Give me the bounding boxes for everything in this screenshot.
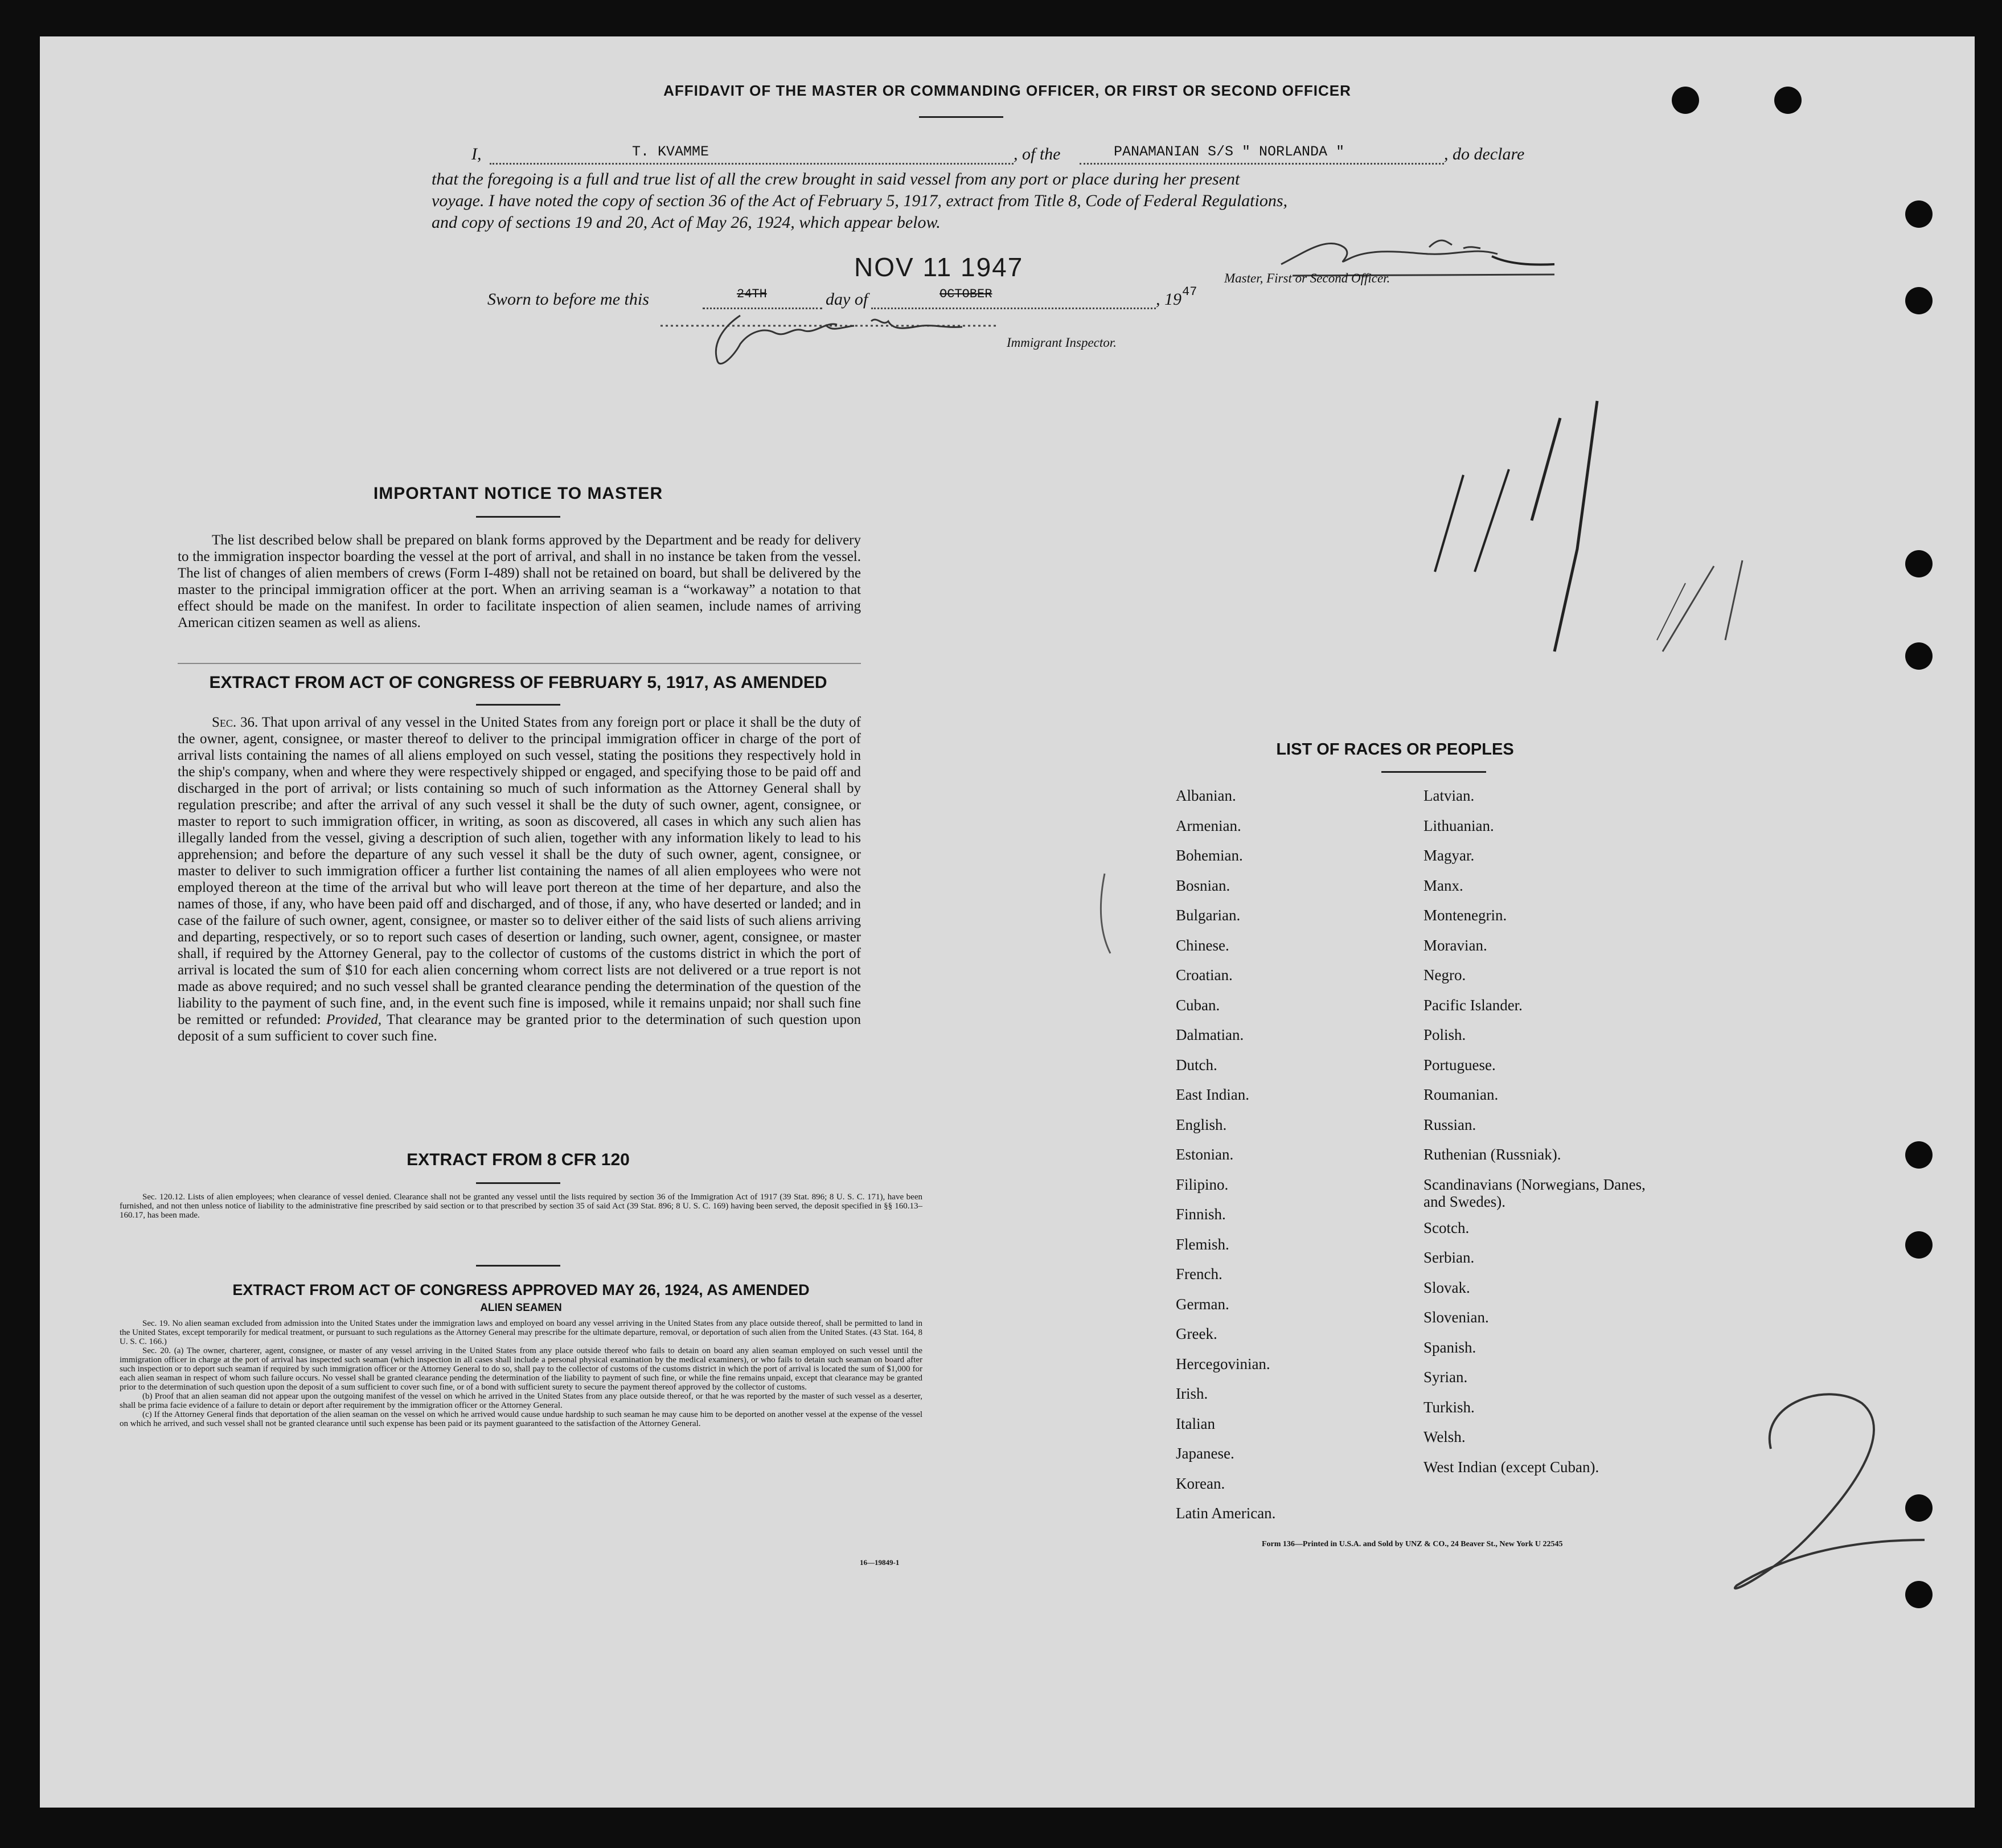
inspector-label: Immigrant Inspector.	[1007, 335, 1117, 350]
sworn-label: Sworn to before me this	[487, 290, 649, 309]
extract-1917-body	[178, 714, 861, 1044]
sec-36-label: Sec. 36.	[212, 715, 259, 730]
punch-hole	[1905, 1231, 1933, 1259]
race-item: Slovenian.	[1423, 1309, 1489, 1326]
race-item: Greek.	[1176, 1325, 1217, 1342]
day-of-label: day of	[826, 290, 868, 309]
race-item: Scotch.	[1423, 1219, 1470, 1236]
race-item: Filipino.	[1176, 1176, 1229, 1193]
punch-hole	[1905, 1141, 1933, 1169]
month-field	[871, 289, 1156, 309]
of-the-label: , of the	[1014, 145, 1061, 163]
extract-1924-subtitle: ALIEN SEAMEN	[480, 1302, 562, 1314]
footer-form-line: Form 136—Printed in U.S.A. and Sold by UNZ & CO., 24 Beaver St., New York U 22545	[1262, 1540, 1563, 1548]
race-item: Estonian.	[1176, 1146, 1234, 1163]
race-item: Cuban.	[1176, 997, 1220, 1014]
inspector-signature	[655, 310, 1019, 384]
extract-cfr-body: Sec. 120.12. Lists of alien employees; when clearance of vessel denied. Clearance shall not be granted any vessel until the lists required by section 36 of the Immigration Act of 1917 (39 Stat. 896; 8 U. S. C. 171), have been furnished, and not then unless notice of liability to the administrative fine prescribed by said section or to that prescribed by section 35 of said Act (39 Stat. 896; 8 U. S. C. 169) having been served, the deposit specified in §§ 160.13–160.17, has been made.	[120, 1193, 922, 1220]
affidavit-i-label: I,	[471, 145, 482, 163]
month-value: OCTOBER	[940, 287, 992, 301]
races-title: LIST OF RACES OR PEOPLES	[1276, 740, 1514, 759]
race-item: French.	[1176, 1265, 1222, 1282]
tally-marks	[1395, 355, 1805, 697]
day-field	[703, 289, 822, 309]
race-item: Dutch.	[1176, 1056, 1217, 1073]
affidavit-line-2: that the foregoing is a full and true list of all the crew brought in said vessel from any port or place during her present	[432, 170, 1240, 189]
punch-hole	[1905, 287, 1933, 314]
race-item: Russian.	[1423, 1116, 1476, 1133]
pencil-mark	[1093, 868, 1139, 982]
race-item: Japanese.	[1176, 1445, 1234, 1462]
affidavit-title: AFFIDAVIT OF THE MASTER OR COMMANDING OFFICER, OR FIRST OR SECOND OFFICER	[663, 82, 1351, 99]
race-item: Croatian.	[1176, 966, 1233, 984]
punch-hole	[1774, 87, 1802, 114]
race-item: Bohemian.	[1176, 847, 1243, 864]
races-divider	[1381, 771, 1486, 773]
race-item: Moravian.	[1423, 937, 1487, 954]
race-item: Ruthenian (Russniak).	[1423, 1146, 1561, 1163]
vessel-value: PANAMANIAN S/S " NORLANDA "	[1114, 144, 1345, 160]
race-item: Albanian.	[1176, 787, 1236, 804]
race-item: Welsh.	[1423, 1428, 1466, 1445]
extract-cfr-divider	[476, 1182, 560, 1184]
punch-hole	[1905, 1581, 1933, 1608]
race-item: Magyar.	[1423, 847, 1475, 864]
sec-20c: (c) If the Attorney General finds that deportation of the alien seaman on the vessel on which he arrived would cause undue hardship to such seaman he may cause him to be deported on another vessel at the expense of the vessel on which he arrived, and such vessel shall not be granted clearance until such expense has been paid or its payment guaranteed to the satisfaction of the Attorney General.	[120, 1410, 922, 1428]
vessel-field	[1080, 144, 1444, 165]
race-item: Manx.	[1423, 877, 1463, 894]
race-item: Turkish.	[1423, 1399, 1475, 1416]
race-item: Flemish.	[1176, 1236, 1229, 1253]
race-item: Bosnian.	[1176, 877, 1230, 894]
race-item: Chinese.	[1176, 937, 1229, 954]
extract-1924-body	[120, 1319, 922, 1428]
affidavit-line-4: and copy of sections 19 and 20, Act of May 26, 1924, which appear below.	[432, 213, 941, 232]
race-item: Syrian.	[1423, 1368, 1468, 1386]
extract-1924-title: EXTRACT FROM ACT OF CONGRESS APPROVED MAY 26, 1924, AS AMENDED	[232, 1281, 810, 1298]
extract-1917-title: EXTRACT FROM ACT OF CONGRESS OF FEBRUARY 5, 1917, AS AMENDED	[209, 673, 827, 692]
punch-hole	[1905, 1494, 1933, 1522]
section-rule	[178, 663, 861, 664]
race-item: Slovak.	[1423, 1279, 1470, 1296]
name-field	[490, 144, 1014, 165]
race-item: Armenian.	[1176, 817, 1241, 834]
do-declare-label: , do declare	[1444, 145, 1525, 163]
punch-hole	[1672, 87, 1699, 114]
race-item: West Indian (except Cuban).	[1423, 1458, 1599, 1476]
sec-20a: Sec. 20. (a) The owner, charterer, agent, consignee, or master of any vessel arriving in the United States from any place outside thereof who fails to detain on board any alien seaman employed on such vessel until the immigration officer in charge at the port of arrival has inspected such seaman (which inspection in all cases shall include a personal physical examination by the medical examiners), or who fails to detain such seaman on board after such inspection or to deport such seaman if required by such immigration officer or the Attorney General to do so, shall pay to the collector of customs of the customs district in which the port of arrival is located the sum of $1,000 for each alien seaman in respect of whom such failure occurs. No vessel shall be granted clearance pending the determination of the liability to payment of such fine, or while the fine remains unpaid, except that clearance may be granted prior to the determination of such question upon the deposit of a sum sufficient to cover such fine, or of a bond with sufficient surety to secure the payment thereof approved by the collector of customs.	[120, 1346, 922, 1392]
form-code: 16—19849-1	[860, 1558, 900, 1567]
sec-36-text: That upon arrival of any vessel in the United States from any foreign port or place it shall be the duty of the owner, agent, consignee, or master thereof to deliver to the principal immigration officer in charge of the port of arrival lists containing the names of all aliens employed on such vessel, stating the positions they respectively hold in the ship's company, when and where they were respectively shipped or engaged, and specifying those to be paid off and discharged in the port of arrival; or lists containing so much of such information as the Attorney General shall by regulation prescribe; and after the arrival of any such vessel it shall be the duty of such owner, agent, consignee, or master to report to such immigration officer, in writing, as soon as discovered, all cases in which any such alien has illegally landed from the vessel, giving a description of such alien, together with any information likely to lead to his apprehension; and before the departure of any such vessel it shall be the duty of such owner, agent, consignee, or master to deliver to such immigration officer a further list containing the names of all alien employees who were not employed thereon at the time of the arrival but who will leave port thereon at the time of her departure, and also the names of those, if any, who have been paid off and discharged, and of those, if any, who have deserted or landed; and in case of the failure of such owner, agent, consignee, or master so to deliver either of the said lists of such aliens arriving and departing, respectively, or so to report such cases of desertion or landing, such owner, agent, consignee, or master shall, if required by the Attorney General, pay to the collector of customs of the customs district in which the port of arrival is located the sum of $10 for each alien concerning whom correct lists are not delivered or a true report is not made as above required; and no such vessel shall be granted clearance pending the determination of the question of the liability to the payment of such fine, and, in the event such fine is imposed, while it remains unpaid; nor shall such fine be remitted or refunded:	[178, 715, 861, 1027]
race-item: Spanish.	[1423, 1339, 1476, 1356]
race-item: Montenegrin.	[1423, 907, 1507, 924]
race-item: Korean.	[1176, 1475, 1225, 1492]
day-value: 24TH	[737, 287, 767, 301]
sec-20b: (b) Proof that an alien seaman did not appear upon the outgoing manifest of the vessel on which he arrived in the United States from any place outside thereof, or that he was reported by the master of such vessel as a deserter, shall be prima facie evidence of a failure to detain or deport after requirement by the immigration officer or the Attorney General.	[120, 1392, 922, 1410]
punch-hole	[1905, 550, 1933, 577]
sec-19: Sec. 19. No alien seaman excluded from admission into the United States under the immigration laws and employed on board any vessel arriving in the United States from any place outside thereof, shall be permitted to land in the United States, except temporarily for medical treatment, or pursuant to such regulations as the Attorney General may prescribe for the ultimate departure, removal, or deportation of such alien from the United States. (43 Stat. 164, 8 U. S. C. 166.)	[120, 1319, 922, 1346]
title-divider	[919, 116, 1003, 118]
punch-hole	[1905, 200, 1933, 228]
year-value: 47	[1182, 285, 1197, 299]
document-page	[40, 36, 1975, 1808]
name-value: T. KVAMME	[632, 144, 709, 160]
extract-1917-divider	[476, 704, 560, 706]
race-item: Negro.	[1423, 966, 1466, 984]
race-item: Bulgarian.	[1176, 907, 1241, 924]
notice-title: IMPORTANT NOTICE TO MASTER	[373, 484, 663, 503]
race-item: Irish.	[1176, 1385, 1208, 1402]
race-item: Serbian.	[1423, 1249, 1475, 1266]
race-item: German.	[1176, 1296, 1229, 1313]
punch-hole	[1905, 642, 1933, 670]
date-stamp: NOV 11 1947	[854, 252, 1024, 282]
extract-1924-rule	[476, 1265, 560, 1267]
provided-label: Provided,	[326, 1012, 381, 1027]
race-item: English.	[1176, 1116, 1227, 1133]
notice-body: The list described below shall be prepared on blank forms approved by the Department and be ready for delivery to the immigration inspector boarding the vessel at the port of arrival, and shall in no instance be taken from the vessel. The list of changes of alien members of crews (Form I-489) shall not be retained on board, but shall be delivered by the master to the principal immigration officer at the port. When an arriving seaman is a “workaway” a notation to that effect should be made on the manifest. In order to facilitate inspection of alien seamen, include names of arriving American citizen seamen as well as aliens.	[178, 532, 861, 630]
sec-36-end: That clearance may be granted prior to the determination of such question upon deposit of a sum sufficient to cover such fine.	[178, 1012, 861, 1044]
race-item: Latvian.	[1423, 787, 1475, 804]
race-item: Polish.	[1423, 1026, 1466, 1043]
race-item: Hercegovinian.	[1176, 1355, 1270, 1372]
race-item: Finnish.	[1176, 1206, 1226, 1223]
race-item: Latin American.	[1176, 1505, 1276, 1522]
notice-divider	[476, 516, 560, 518]
race-item: Roumanian.	[1423, 1086, 1499, 1103]
page-number-handwriting	[1657, 1369, 1942, 1608]
race-item: Italian	[1176, 1415, 1215, 1432]
race-item: Pacific Islander.	[1423, 997, 1523, 1014]
race-item: Lithuanian.	[1423, 817, 1494, 834]
race-item: Dalmatian.	[1176, 1026, 1244, 1043]
extract-cfr-title: EXTRACT FROM 8 CFR 120	[407, 1150, 630, 1169]
race-item: East Indian.	[1176, 1086, 1249, 1103]
year-prefix: , 19	[1156, 290, 1181, 309]
race-item: Portuguese.	[1423, 1056, 1496, 1073]
master-label: Master, First or Second Officer.	[1224, 271, 1390, 285]
affidavit-line-3: voyage. I have noted the copy of section 36 of the Act of February 5, 1917, extract from Title 8, Code of Federal Regulations,	[432, 191, 1288, 210]
race-item: Scandinavians (Norwegians, Danes, and Swedes).	[1423, 1176, 1646, 1210]
